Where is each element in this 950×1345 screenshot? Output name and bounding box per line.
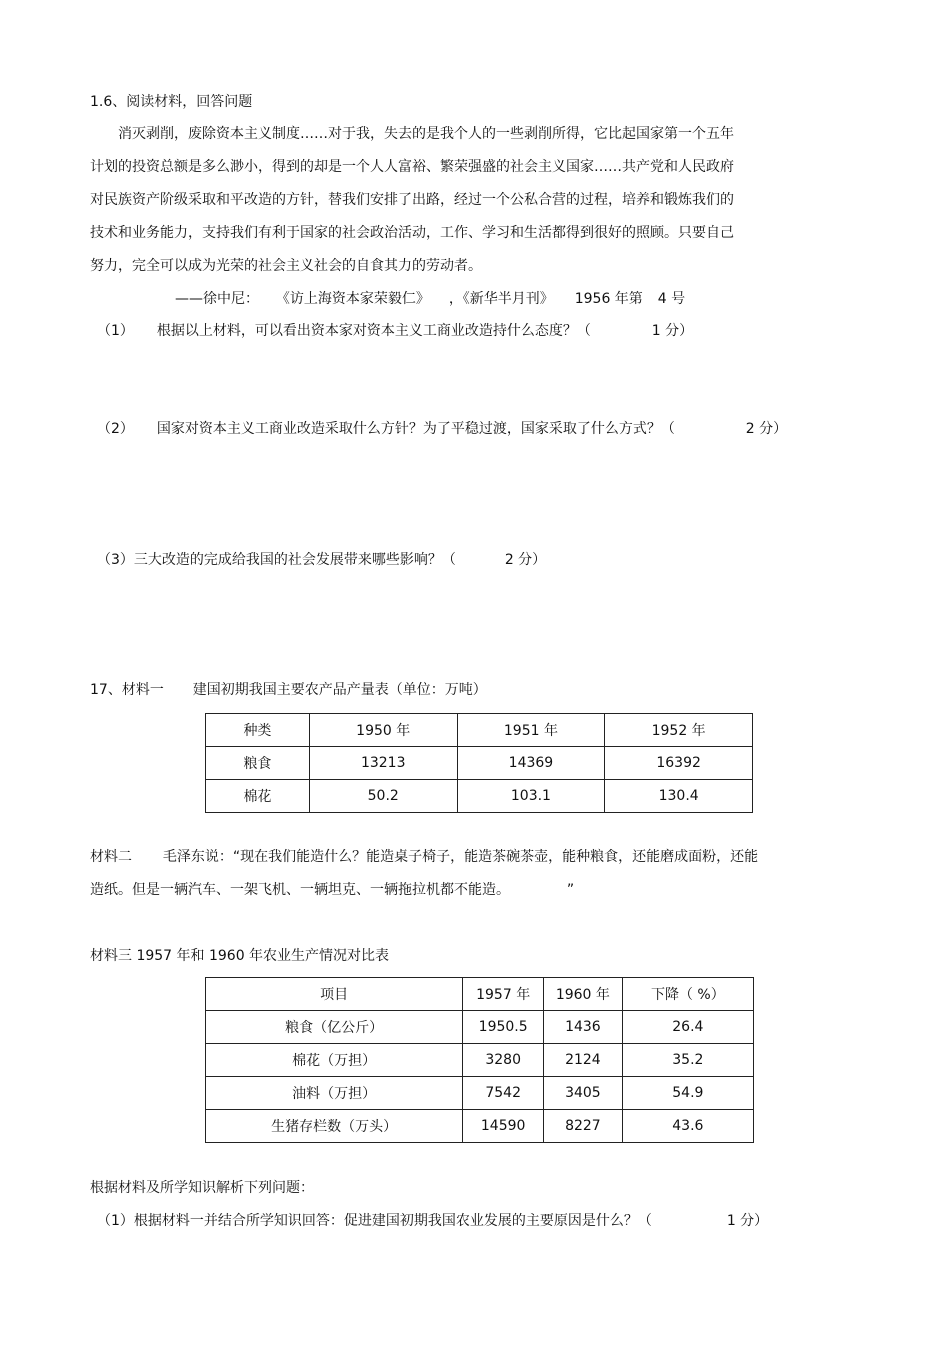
table-cell: 1950.5 <box>463 1011 544 1044</box>
q16-sub3 <box>97 550 546 570</box>
material-label: 材料二 <box>90 849 132 865</box>
table-cell: 2124 <box>544 1044 623 1077</box>
material-line: 技术和业务能力，支持我们有利于国家的社会政治活动，工作、学习和生活都得到很好的照顾。只要自己 <box>90 225 734 241</box>
table-cell: 8227 <box>544 1110 623 1143</box>
q17-material2-line1 <box>90 847 758 867</box>
sub-score: 2 分） <box>745 421 788 437</box>
sub-score: 2 分） <box>504 552 547 568</box>
source-year: 1956 年第 <box>574 291 643 307</box>
material-label: 17、材料一 <box>90 682 164 698</box>
table-cell: 103.1 <box>457 780 605 813</box>
material-line: 消灭剥削，废除资本主义制度……对于我，失去的是我个人的一些剥削所得，它比起国家第一个五年 <box>118 126 734 142</box>
material-title: 建国初期我国主要农产品产量表（单位：万吨） <box>192 682 487 698</box>
sub-text: 国家对资本主义工商业改造采取什么方针？为了平稳过渡，国家采取了什么方式？（ <box>156 421 675 437</box>
sub-text: 根据以上材料，可以看出资本家对资本主义工商业改造持什么态度？（ <box>156 323 591 339</box>
sub-score: 1 分） <box>726 1213 769 1229</box>
table-cell: 7542 <box>463 1077 544 1110</box>
table-row <box>206 747 753 780</box>
source-author: ——徐中尼： <box>175 291 259 307</box>
sub-text: （1）根据材料一并结合所学知识回答：促进建国初期我国农业发展的主要原因是什么？（ <box>97 1213 652 1229</box>
table-header-row <box>206 978 754 1011</box>
q16-source <box>175 289 685 309</box>
table-cell: 14369 <box>457 747 605 780</box>
table-row <box>206 1110 754 1143</box>
material-line: 计划的投资总额是多么渺小，得到的却是一个人人富裕、繁荣强盛的社会主义国家……共产党和人民政府 <box>90 159 734 175</box>
table-header-cell: 1957 年 <box>463 978 544 1011</box>
table-header-cell: 下降（ %） <box>622 978 753 1011</box>
table-header-cell: 1951 年 <box>457 714 605 747</box>
material-text: 造纸。但是一辆汽车、一架飞机、一辆坦克、一辆拖拉机都不能造。 <box>90 882 510 898</box>
q17-sub1 <box>97 1211 768 1231</box>
q16-material <box>90 118 790 283</box>
table-cell: 油料（万担） <box>206 1077 463 1110</box>
table-agri-comparison <box>205 977 754 1143</box>
sub-number: （1） <box>97 323 134 339</box>
closing-quote: ” <box>566 882 575 898</box>
table-cell: 3280 <box>463 1044 544 1077</box>
q16-sub2 <box>97 419 787 439</box>
table-row <box>206 1011 754 1044</box>
table-cell: 粮食（亿公斤） <box>206 1011 463 1044</box>
table-header-row <box>206 714 753 747</box>
table-header-cell: 1952 年 <box>605 714 753 747</box>
table-cell: 粮食 <box>206 747 310 780</box>
sub-score: 1 分） <box>651 323 694 339</box>
table-cell: 13213 <box>309 747 457 780</box>
table-row <box>206 1044 754 1077</box>
material-line: 努力，完全可以成为光荣的社会主义社会的自食其力的劳动者。 <box>90 258 482 274</box>
q17-prompt: 根据材料及所学知识解析下列问题： <box>90 1180 314 1196</box>
table-row <box>206 1077 754 1110</box>
table-cell: 3405 <box>544 1077 623 1110</box>
table-cell: 16392 <box>605 747 753 780</box>
sub-text: （3）三大改造的完成给我国的社会发展带来哪些影响？（ <box>97 552 456 568</box>
table-cell: 35.2 <box>622 1044 753 1077</box>
q17-material3-title: 材料三 1957 年和 1960 年农业生产情况对比表 <box>90 948 390 964</box>
source-journal: ，《新华半月刊》 <box>448 291 554 307</box>
q16-heading: 1.6、阅读材料，回答问题 <box>90 94 253 110</box>
table-cell: 14590 <box>463 1110 544 1143</box>
table-row <box>206 780 753 813</box>
source-title: 《访上海资本家荣毅仁》 <box>275 291 430 307</box>
q17-material1-title <box>90 680 487 700</box>
table-cell: 生猪存栏数（万头） <box>206 1110 463 1143</box>
material-line: 对民族资产阶级采取和平改造的方针，替我们安排了出路，经过一个公私合营的过程，培养和锻炼我们的 <box>90 192 734 208</box>
table-cell: 130.4 <box>605 780 753 813</box>
table-cell: 54.9 <box>622 1077 753 1110</box>
table-crop-output <box>205 713 753 813</box>
q17-material2-line2 <box>90 880 574 900</box>
table-header-cell: 种类 <box>206 714 310 747</box>
table-cell: 棉花（万担） <box>206 1044 463 1077</box>
table-header-cell: 1960 年 <box>544 978 623 1011</box>
table-cell: 50.2 <box>309 780 457 813</box>
table-cell: 43.6 <box>622 1110 753 1143</box>
sub-number: （2） <box>97 421 134 437</box>
table-cell: 1436 <box>544 1011 623 1044</box>
q16-sub1 <box>97 321 693 341</box>
source-issue: 4 号 <box>657 291 686 307</box>
table-cell: 26.4 <box>622 1011 753 1044</box>
material-text: 毛泽东说：“现在我们能造什么？能造桌子椅子，能造茶碗茶壶，能种粮食，还能磨成面粉，还能 <box>162 849 759 865</box>
table-cell: 棉花 <box>206 780 310 813</box>
table-header-cell: 1950 年 <box>309 714 457 747</box>
table-header-cell: 项目 <box>206 978 463 1011</box>
